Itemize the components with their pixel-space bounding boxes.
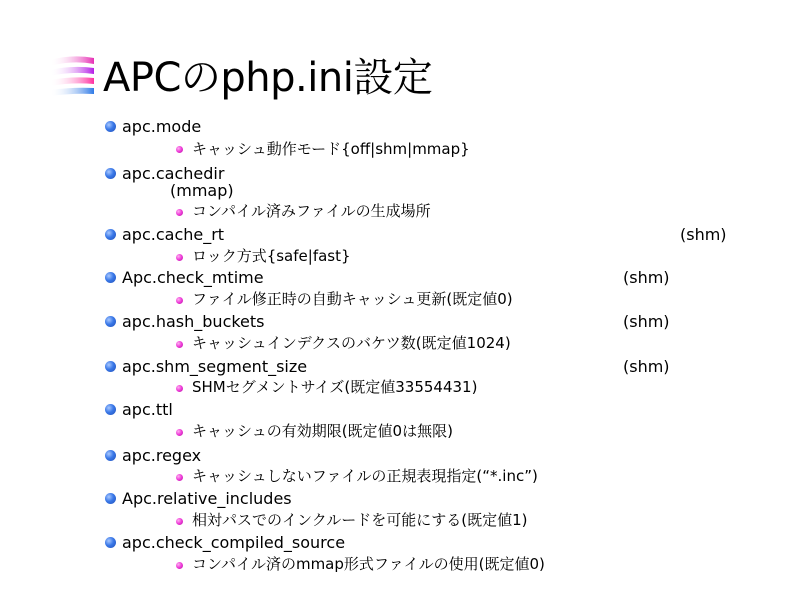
bullet-icon <box>105 537 116 548</box>
setting-name: apc.check_compiled_source <box>122 533 346 552</box>
setting-description: コンパイル済みファイルの生成場所 <box>192 202 431 220</box>
bullet-icon <box>105 493 116 504</box>
sub-bullet-icon <box>176 254 183 261</box>
bullet-icon <box>105 229 116 240</box>
setting-name: apc.ttl <box>122 400 173 419</box>
sub-bullet-icon <box>176 341 183 348</box>
setting-description: 相対パスでのインクルードを可能にする(既定値1) <box>192 511 528 529</box>
page-title: APCのphp.ini設定 <box>103 55 433 101</box>
sub-bullet-icon <box>176 429 183 436</box>
bullet-icon <box>105 316 116 327</box>
setting-name: apc.mode <box>122 117 202 136</box>
bullet-icon <box>105 272 116 283</box>
setting-name: apc.regex <box>122 446 202 465</box>
setting-description: ファイル修正時の自動キャッシュ更新(既定値0) <box>192 290 513 308</box>
sub-bullet-icon <box>176 518 183 525</box>
setting-name: apc.cache_rt <box>122 225 225 244</box>
setting-name: Apc.relative_includes <box>122 489 292 508</box>
setting-mode-note: (shm) <box>623 312 670 331</box>
setting-mode-note: (shm) <box>623 268 670 287</box>
setting-mode-note: (shm) <box>680 225 727 244</box>
sub-bullet-icon <box>176 146 183 153</box>
bullet-icon <box>105 121 116 132</box>
setting-name: apc.shm_segment_size <box>122 357 308 376</box>
sub-bullet-icon <box>176 562 183 569</box>
bullet-icon <box>105 361 116 372</box>
setting-description: キャッシュの有効期限(既定値0は無限) <box>192 422 453 440</box>
setting-description: ロック方式{safe|fast} <box>192 247 351 265</box>
setting-description: キャッシュインデクスのバケツ数(既定値1024) <box>192 334 511 352</box>
setting-name: apc.cachedir <box>122 164 225 183</box>
setting-mode-note: (shm) <box>623 357 670 376</box>
bullet-icon <box>105 168 116 179</box>
setting-description: SHMセグメントサイズ(既定値33554431) <box>192 378 478 396</box>
setting-name: Apc.check_mtime <box>122 268 264 287</box>
setting-description: キャッシュしないファイルの正規表現指定(“*.inc”) <box>192 467 538 485</box>
setting-mode-note: (mmap) <box>170 181 234 200</box>
bullet-icon <box>105 404 116 415</box>
setting-description: コンパイル済のmmap形式ファイルの使用(既定値0) <box>192 555 545 573</box>
sub-bullet-icon <box>176 474 183 481</box>
setting-name: apc.hash_buckets <box>122 312 265 331</box>
setting-description: キャッシュ動作モード{off|shm|mmap} <box>192 140 470 158</box>
sub-bullet-icon <box>176 209 183 216</box>
bullet-icon <box>105 450 116 461</box>
sub-bullet-icon <box>176 297 183 304</box>
sub-bullet-icon <box>176 385 183 392</box>
